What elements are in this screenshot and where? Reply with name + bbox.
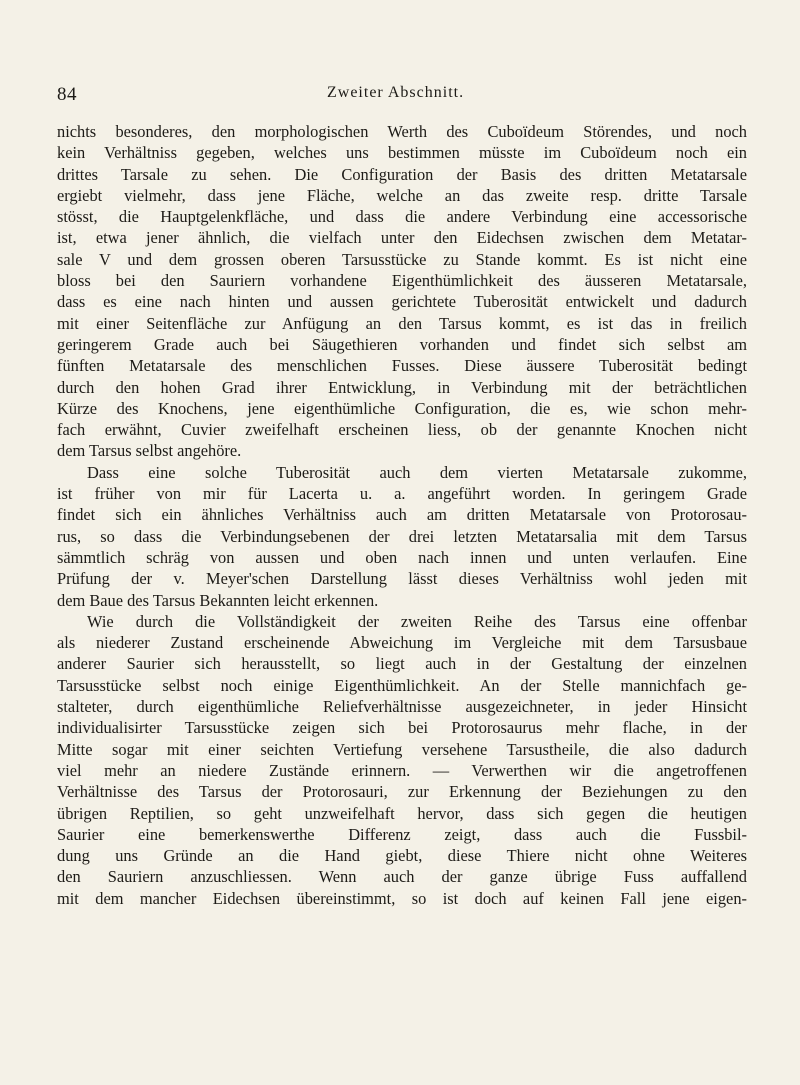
- text-line: anderer Saurier sich herausstellt, so liegt auch in der Gestaltung der einzelnen: [57, 654, 747, 674]
- text-line: fach erwähnt, Cuvier zweifelhaft erscheinen liess, ob der genannte Knochen nicht: [57, 420, 747, 440]
- text-line: übrigen Reptilien, so geht unzweifelhaft hervor, dass sich gegen die heutigen: [57, 803, 747, 823]
- body-text: [57, 121, 747, 909]
- text-line: rus, so dass die Verbindungsebenen der drei letzten Metatarsalia mit dem Tarsus: [57, 526, 747, 546]
- text-line: mit dem mancher Eidechsen übereinstimmt, so ist doch auf keinen Fall jene eigen-: [57, 888, 747, 908]
- text-line: ist früher von mir für Lacerta u. a. angeführt worden. In geringem Grade: [57, 484, 747, 504]
- text-line: Prüfung der v. Meyer'schen Darstellung lässt dieses Verhältniss wohl jeden mit: [57, 569, 747, 589]
- text-line: ergiebt vielmehr, dass jene Fläche, welche an das zweite resp. dritte Tarsale: [57, 185, 747, 205]
- text-line: stalteter, durch eigenthümliche Reliefverhältnisse ausgezeichneter, in jeder Hinsicht: [57, 697, 747, 717]
- text-line: sale V und dem grossen oberen Tarsusstücke zu Stande kommt. Es ist nicht eine: [57, 249, 747, 269]
- text-line: kein Verhältniss gegeben, welches uns bestimmen müsste im Cuboïdeum noch ein: [57, 143, 747, 163]
- text-line: dung uns Gründe an die Hand giebt, diese Thiere nicht ohne Weiteres: [57, 846, 747, 866]
- text-line: Kürze des Knochens, jene eigenthümliche Configuration, die es, wie schon mehr-: [57, 398, 747, 418]
- text-line: individualisirter Tarsusstücke zeigen sich bei Protorosaurus mehr flache, in der: [57, 718, 747, 738]
- text-line: bloss bei den Sauriern vorhandene Eigenthümlichkeit des äusseren Metatarsale,: [57, 271, 747, 291]
- paragraph-start-line: Dass eine solche Tuberosität auch dem vierten Metatarsale zukomme,: [87, 462, 747, 482]
- text-line: Mitte sogar mit einer seichten Vertiefung versehene Tarsustheile, die also dadurch: [57, 739, 747, 759]
- text-line: dass es eine nach hinten und aussen gerichtete Tuberosität entwickelt und dadurch: [57, 292, 747, 312]
- text-line: ist, etwa jener ähnlich, die vielfach unter den Eidechsen zwischen dem Metatar-: [57, 228, 747, 248]
- text-line: mit einer Seitenfläche zur Anfügung an den Tarsus kommt, es ist das in freilich: [57, 313, 747, 333]
- paragraph-end-line: dem Baue des Tarsus Bekannten leicht erkennen.: [57, 590, 379, 610]
- text-line: durch den hohen Grad ihrer Entwicklung, in Verbindung mit der beträchtlichen: [57, 377, 747, 397]
- running-head: Zweiter Abschnitt.: [327, 84, 465, 101]
- text-line: fünften Metatarsale des menschlichen Fusses. Diese äussere Tuberosität bedingt: [57, 356, 747, 376]
- page-number: 84: [57, 84, 77, 105]
- text-line: drittes Tarsale zu sehen. Die Configuration der Basis des dritten Metatarsale: [57, 164, 747, 184]
- text-line: geringerem Grade auch bei Säugethieren vorhanden und findet sich selbst am: [57, 334, 747, 354]
- text-line: Tarsusstücke selbst noch einige Eigenthümlichkeit. An der Stelle mannichfach ge-: [57, 675, 747, 695]
- text-line: viel mehr an niedere Zustände erinnern. — Verwerthen wir die angetroffenen: [57, 760, 747, 780]
- text-line: Saurier eine bemerkenswerthe Differenz zeigt, dass auch die Fussbil-: [57, 824, 747, 844]
- paragraph-end-line: dem Tarsus selbst angehöre.: [57, 441, 242, 461]
- text-line: nichts besonderes, den morphologischen Werth des Cuboïdeum Störendes, und noch: [57, 122, 747, 141]
- text-line: den Sauriern anzuschliessen. Wenn auch der ganze übrige Fuss auffallend: [57, 867, 747, 887]
- text-line: stösst, die Hauptgelenkfläche, und dass die andere Verbindung eine accessorische: [57, 207, 747, 227]
- text-line: als niederer Zustand erscheinende Abweichung im Vergleiche mit dem Tarsusbaue: [57, 633, 747, 653]
- text-line: Verhältnisse des Tarsus der Protorosauri, zur Erkennung der Beziehungen zu den: [57, 782, 747, 802]
- page-header: [57, 84, 747, 106]
- paragraph-start-line: Wie durch die Vollständigkeit der zweiten Reihe des Tarsus eine offenbar: [87, 611, 747, 631]
- text-line: findet sich ein ähnliches Verhältniss auch am dritten Metatarsale von Protorosau-: [57, 505, 747, 525]
- text-line: sämmtlich schräg von aussen und oben nach innen und unten verlaufen. Eine: [57, 547, 747, 567]
